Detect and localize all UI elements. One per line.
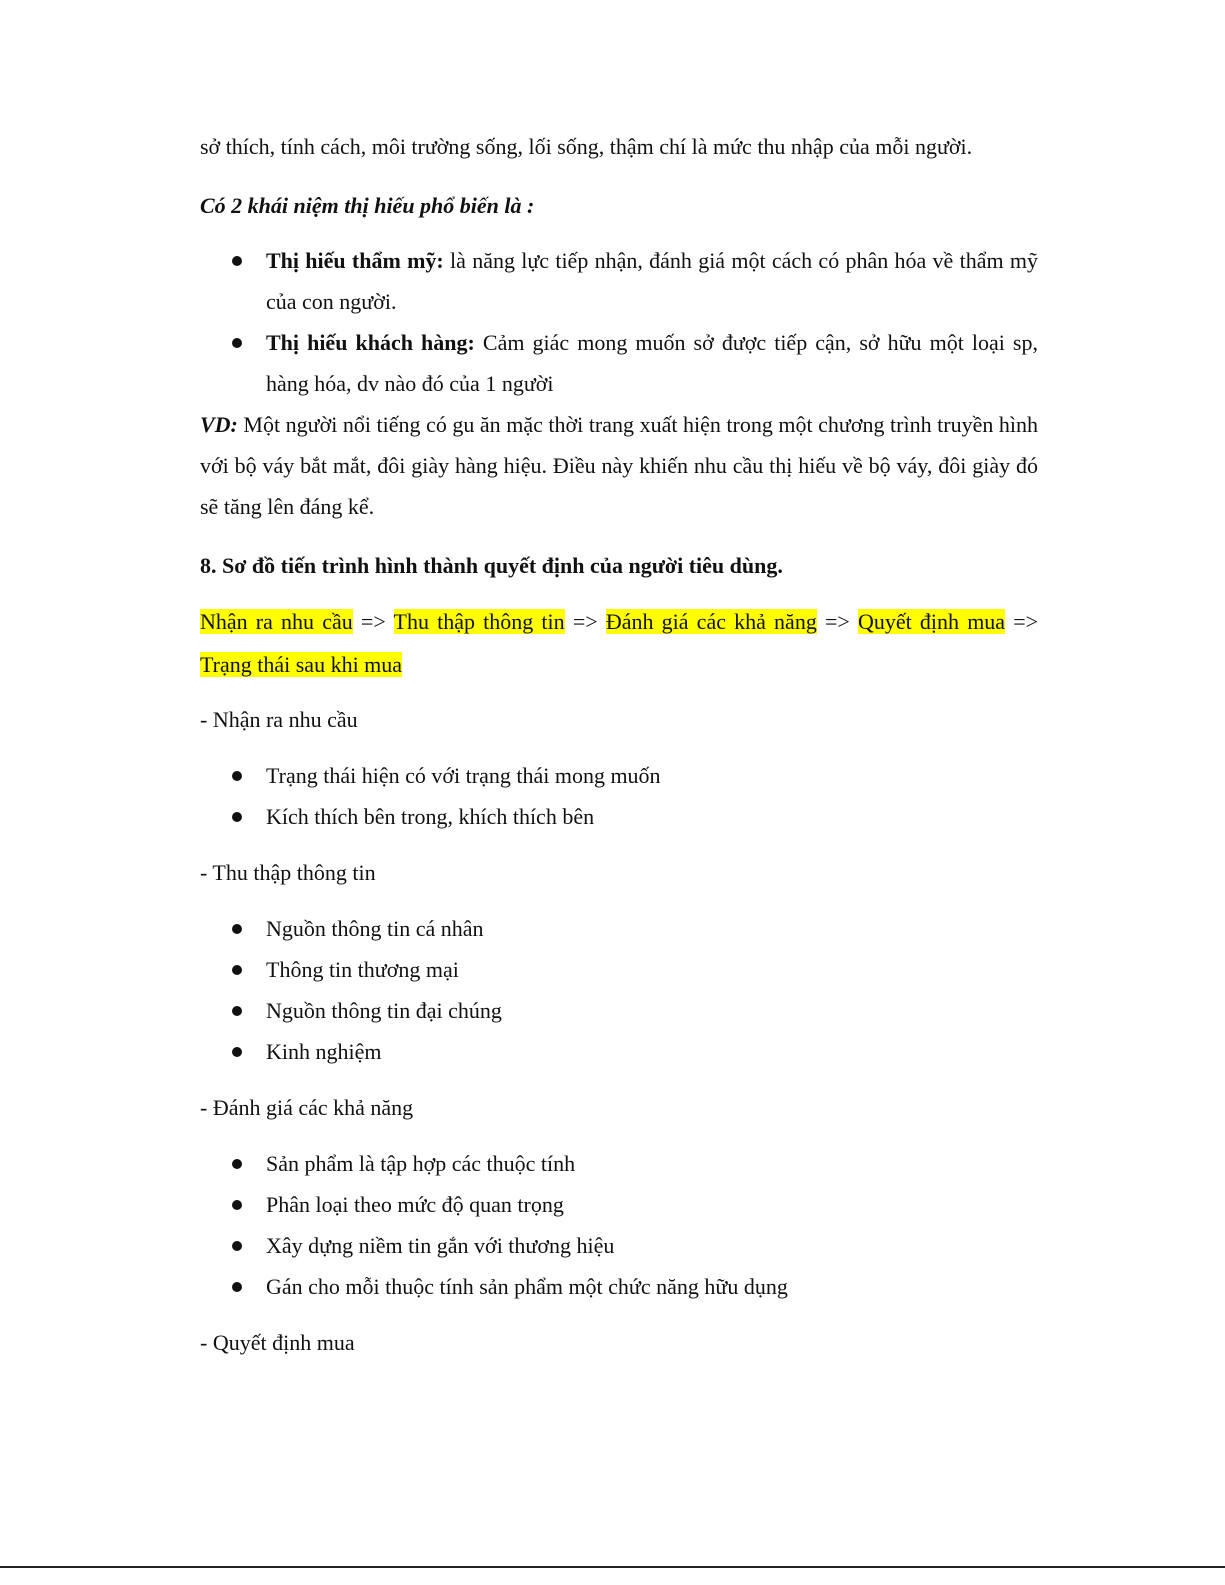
document-page xyxy=(200,126,1038,1363)
example-label: VD: xyxy=(200,412,238,437)
bullet-icon xyxy=(232,1047,242,1057)
process-flow xyxy=(200,600,1038,686)
flow-step: Trạng thái sau khi mua xyxy=(200,652,403,677)
bullet-icon xyxy=(232,771,242,781)
concept-term: Thị hiếu thẩm mỹ: xyxy=(266,248,444,273)
concepts-heading: Có 2 khái niệm thị hiếu phổ biến là : xyxy=(200,193,535,218)
bullet-icon xyxy=(232,338,242,348)
group-list xyxy=(200,755,1038,837)
list-item: Sản phẩm là tập hợp các thuộc tính xyxy=(200,1143,1038,1184)
flow-arrow: => xyxy=(1013,609,1039,634)
group-list xyxy=(200,908,1038,1072)
flow-step: Đánh giá các khả năng xyxy=(605,609,817,634)
bullet-icon xyxy=(232,1282,242,1292)
bullet-icon xyxy=(232,1200,242,1210)
group-title: - Nhận ra nhu cầu xyxy=(200,707,358,732)
concept-desc: Cảm giác mong muốn sở được tiếp cận, sở hữu một loại sp, hàng hóa, dv nào đó của 1 người xyxy=(266,330,1038,396)
bullet-icon xyxy=(232,1241,242,1251)
list-item: Nguồn thông tin đại chúng xyxy=(200,990,1038,1031)
bullet-icon xyxy=(232,256,242,266)
list-item: Thông tin thương mại xyxy=(200,949,1038,990)
list-item: Kinh nghiệm xyxy=(200,1031,1038,1072)
list-item: Nguồn thông tin cá nhân xyxy=(200,908,1038,949)
concept-desc: là năng lực tiếp nhận, đánh giá một cách có phân hóa về thẩm mỹ của con người. xyxy=(266,248,1038,314)
bullet-icon xyxy=(232,924,242,934)
page-bottom-rule xyxy=(0,1566,1225,1568)
flow-step: Nhận ra nhu cầu xyxy=(200,609,353,634)
intro-paragraph: sở thích, tính cách, môi trường sống, lối sống, thậm chí là mức thu nhập của mỗi người. xyxy=(200,134,973,159)
group-title: - Thu thập thông tin xyxy=(200,860,376,885)
list-item: Xây dựng niềm tin gắn với thương hiệu xyxy=(200,1225,1038,1266)
bullet-icon xyxy=(232,1159,242,1169)
bullet-icon xyxy=(232,965,242,975)
group-title: - Quyết định mua xyxy=(200,1330,355,1355)
bullet-icon xyxy=(232,812,242,822)
list-item xyxy=(200,240,1038,322)
list-item: Gán cho mỗi thuộc tính sản phẩm một chức năng hữu dụng xyxy=(200,1266,1038,1307)
example-text: Một người nổi tiếng có gu ăn mặc thời trang xuất hiện trong một chương trình truyền hình với bộ váy bắt mắt, đôi giày hàng hiệu. Điều này khiến nhu cầu thị hiếu về bộ váy, đôi giày đó sẽ tăng lên đáng kể. xyxy=(200,412,1038,519)
concept-term: Thị hiếu khách hàng: xyxy=(266,330,475,355)
group-title: - Đánh giá các khả năng xyxy=(200,1095,414,1120)
flow-step: Quyết định mua xyxy=(858,609,1006,634)
bullet-icon xyxy=(232,1006,242,1016)
concepts-list xyxy=(200,240,1038,404)
example-paragraph xyxy=(200,404,1038,527)
section-8-title: 8. Sơ đồ tiến trình hình thành quyết định của người tiêu dùng. xyxy=(200,553,783,578)
flow-arrow: => xyxy=(572,609,598,634)
list-item: Phân loại theo mức độ quan trọng xyxy=(200,1184,1038,1225)
group-list xyxy=(200,1143,1038,1307)
flow-step: Thu thập thông tin xyxy=(393,609,565,634)
list-item xyxy=(200,322,1038,404)
flow-arrow: => xyxy=(360,609,386,634)
list-item: Kích thích bên trong, khích thích bên xyxy=(200,796,1038,837)
list-item: Trạng thái hiện có với trạng thái mong muốn xyxy=(200,755,1038,796)
flow-arrow: => xyxy=(825,609,850,634)
